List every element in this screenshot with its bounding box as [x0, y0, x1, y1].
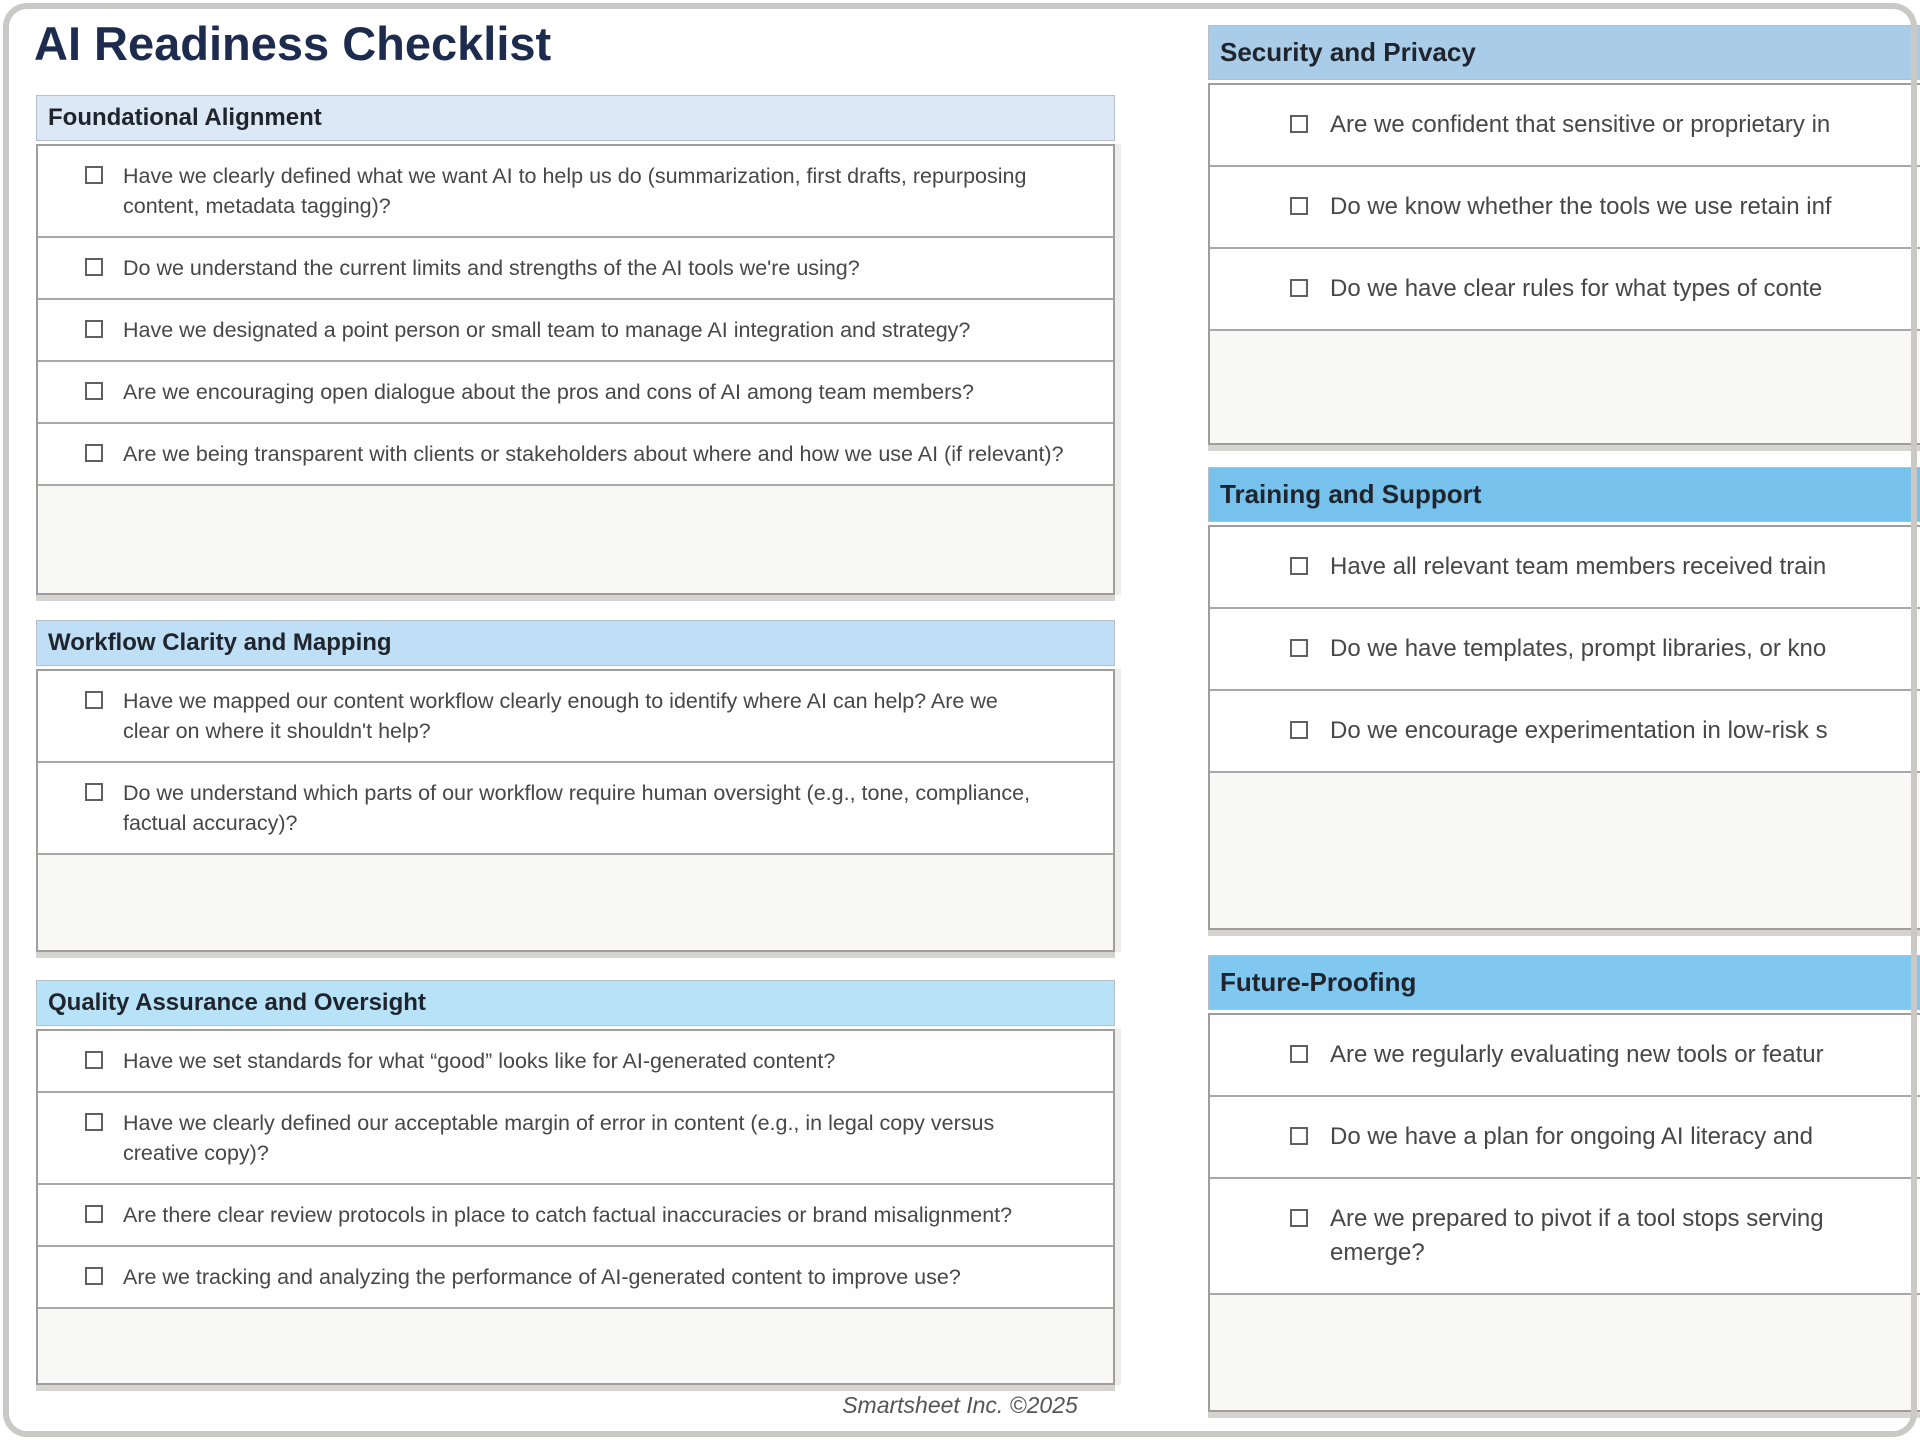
checklist-item-line: factual accuracy)?: [123, 811, 298, 835]
section-title: Quality Assurance and Oversight: [48, 989, 426, 1016]
checklist-row: [38, 671, 1113, 763]
section-foundational-alignment: [36, 95, 1115, 595]
checklist-row: [1210, 691, 1920, 773]
checkbox-icon[interactable]: [85, 1051, 103, 1069]
checkbox-icon[interactable]: [1290, 115, 1308, 133]
checkbox-icon[interactable]: [1290, 197, 1308, 215]
checklist-item-text: [123, 686, 998, 746]
checkbox-icon[interactable]: [85, 166, 103, 184]
section-header: [36, 980, 1115, 1026]
checklist-item-text: [1330, 1038, 1824, 1072]
checklist-item-text: [123, 161, 1026, 221]
section-header: [1208, 955, 1920, 1010]
checkbox-icon[interactable]: [1290, 639, 1308, 657]
checkbox-icon[interactable]: [1290, 721, 1308, 739]
section-future-proofing: [1208, 955, 1920, 1412]
checklist-row: [1210, 1179, 1920, 1295]
section-header: [36, 95, 1115, 141]
checkbox-icon[interactable]: [1290, 557, 1308, 575]
checklist-item-text: [123, 1262, 961, 1292]
checklist-row: [1210, 609, 1920, 691]
section-body: [1208, 525, 1920, 930]
checklist-row: [38, 238, 1113, 300]
page-title: AI Readiness Checklist: [34, 17, 552, 70]
checklist-row: [1210, 85, 1920, 167]
checkbox-icon[interactable]: [1290, 1127, 1308, 1145]
checkbox-icon[interactable]: [85, 320, 103, 338]
section-body: [36, 1029, 1115, 1385]
checkbox-icon[interactable]: [1290, 1045, 1308, 1063]
checklist-row: [1210, 527, 1920, 609]
empty-row: [38, 486, 1113, 593]
empty-row: [38, 1309, 1113, 1383]
checklist-item-line: clear on where it shouldn't help?: [123, 719, 431, 743]
checklist-item-line: Are we tracking and analyzing the performance of AI-generated content to improve use?: [123, 1265, 961, 1289]
empty-row: [1210, 331, 1920, 443]
checklist-item-text: [123, 1108, 994, 1168]
checkbox-icon[interactable]: [85, 1113, 103, 1131]
section-title: Workflow Clarity and Mapping: [48, 629, 392, 656]
section-header: [1208, 467, 1920, 522]
checkbox-icon[interactable]: [85, 382, 103, 400]
checklist-item-text: [1330, 550, 1826, 584]
checklist-item-line: creative copy)?: [123, 1141, 269, 1165]
checklist-row: [38, 424, 1113, 486]
section-security-and-privacy: [1208, 25, 1920, 445]
checklist-row: [38, 1185, 1113, 1247]
checklist-item-line: Do we know whether the tools we use retain inf: [1330, 193, 1832, 220]
checkbox-icon[interactable]: [85, 258, 103, 276]
checklist-item-text: [123, 1046, 835, 1076]
empty-row: [1210, 773, 1920, 928]
checklist-item-line: Are we confident that sensitive or proprietary in: [1330, 111, 1831, 138]
section-quality-assurance-and-oversight: [36, 980, 1115, 1385]
checklist-row: [38, 300, 1113, 362]
section-header: [36, 620, 1115, 666]
checklist-item-text: [1330, 714, 1828, 748]
checklist-item-line: Have we set standards for what “good” looks like for AI-generated content?: [123, 1049, 836, 1073]
checklist-item-text: [123, 377, 974, 407]
section-title: Foundational Alignment: [48, 104, 322, 131]
checklist-item-line: Do we understand which parts of our workflow require human oversight (e.g., tone, compliance,: [123, 781, 1031, 805]
section-body: [36, 144, 1115, 595]
checklist-row: [38, 763, 1113, 855]
checklist-row: [1210, 1097, 1920, 1179]
checklist-item-line: Have we clearly defined what we want AI to help us do (summarization, first drafts, repurposing: [123, 164, 1027, 188]
checklist-item-text: [1330, 632, 1826, 666]
checklist-item-text: [1330, 108, 1830, 142]
checklist-item-line: Have all relevant team members received train: [1330, 553, 1827, 580]
right-column: [1208, 25, 1920, 1412]
section-title: Training and Support: [1220, 479, 1482, 509]
checklist-item-line: Are we prepared to pivot if a tool stops serving: [1330, 1205, 1824, 1232]
checklist-row: [1210, 167, 1920, 249]
checkbox-icon[interactable]: [85, 1267, 103, 1285]
checklist-row: [1210, 1015, 1920, 1097]
checklist-item-text: [123, 1200, 1012, 1230]
section-title: Security and Privacy: [1220, 37, 1476, 67]
checklist-row: [38, 362, 1113, 424]
section-header: [1208, 25, 1920, 80]
checklist-row: [38, 146, 1113, 238]
section-body: [1208, 83, 1920, 445]
checkbox-icon[interactable]: [85, 783, 103, 801]
left-column: [36, 95, 1115, 1385]
checkbox-icon[interactable]: [1290, 1209, 1308, 1227]
checklist-item-line: Do we have a plan for ongoing AI literacy and: [1330, 1123, 1813, 1150]
checklist-item-line: Do we understand the current limits and strengths of the AI tools we're using?: [123, 256, 860, 280]
checklist-row: [38, 1093, 1113, 1185]
checklist-item-text: [1330, 1202, 1824, 1270]
checklist-item-line: Do we encourage experimentation in low-risk s: [1330, 717, 1828, 744]
checklist-item-line: Are we being transparent with clients or stakeholders about where and how we use AI (if relevant)?: [123, 442, 1064, 466]
checklist-item-line: Have we designated a point person or small team to manage AI integration and strategy?: [123, 318, 971, 342]
checklist-item-line: Do we have templates, prompt libraries, or kno: [1330, 635, 1827, 662]
checklist-item-text: [123, 778, 1030, 838]
checklist-item-text: [1330, 272, 1822, 306]
checklist-item-line: Have we mapped our content workflow clearly enough to identify where AI can help? Are we: [123, 689, 998, 713]
checklist-item-line: content, metadata tagging)?: [123, 194, 391, 218]
section-title: Future-Proofing: [1220, 967, 1417, 997]
checklist-item-text: [1330, 1120, 1813, 1154]
section-body: [36, 669, 1115, 952]
checklist-item-line: Are there clear review protocols in place to catch factual inaccuracies or brand misalignment?: [123, 1203, 1013, 1227]
checkbox-icon[interactable]: [1290, 279, 1308, 297]
section-training-and-support: [1208, 467, 1920, 930]
checklist-item-line: emerge?: [1330, 1239, 1425, 1266]
checklist-row: [38, 1031, 1113, 1093]
checklist-item-line: Do we have clear rules for what types of conte: [1330, 275, 1823, 302]
checklist-item-text: [123, 253, 860, 283]
footer-credit: Smartsheet Inc. ©2025: [842, 1392, 1078, 1418]
checkbox-icon[interactable]: [85, 691, 103, 709]
checklist-item-text: [1330, 190, 1832, 224]
checkbox-icon[interactable]: [85, 444, 103, 462]
checklist-item-text: [123, 439, 1064, 469]
checklist-row: [38, 1247, 1113, 1309]
section-workflow-clarity-and-mapping: [36, 620, 1115, 952]
checklist-item-line: Are we encouraging open dialogue about the pros and cons of AI among team members?: [123, 380, 974, 404]
checklist-item-text: [123, 315, 970, 345]
empty-row: [38, 855, 1113, 950]
checkbox-icon[interactable]: [85, 1205, 103, 1223]
checklist-row: [1210, 249, 1920, 331]
section-body: [1208, 1013, 1920, 1412]
checklist-item-line: Are we regularly evaluating new tools or featur: [1330, 1041, 1824, 1068]
checklist-item-line: Have we clearly defined our acceptable margin of error in content (e.g., in legal copy versus: [123, 1111, 995, 1135]
